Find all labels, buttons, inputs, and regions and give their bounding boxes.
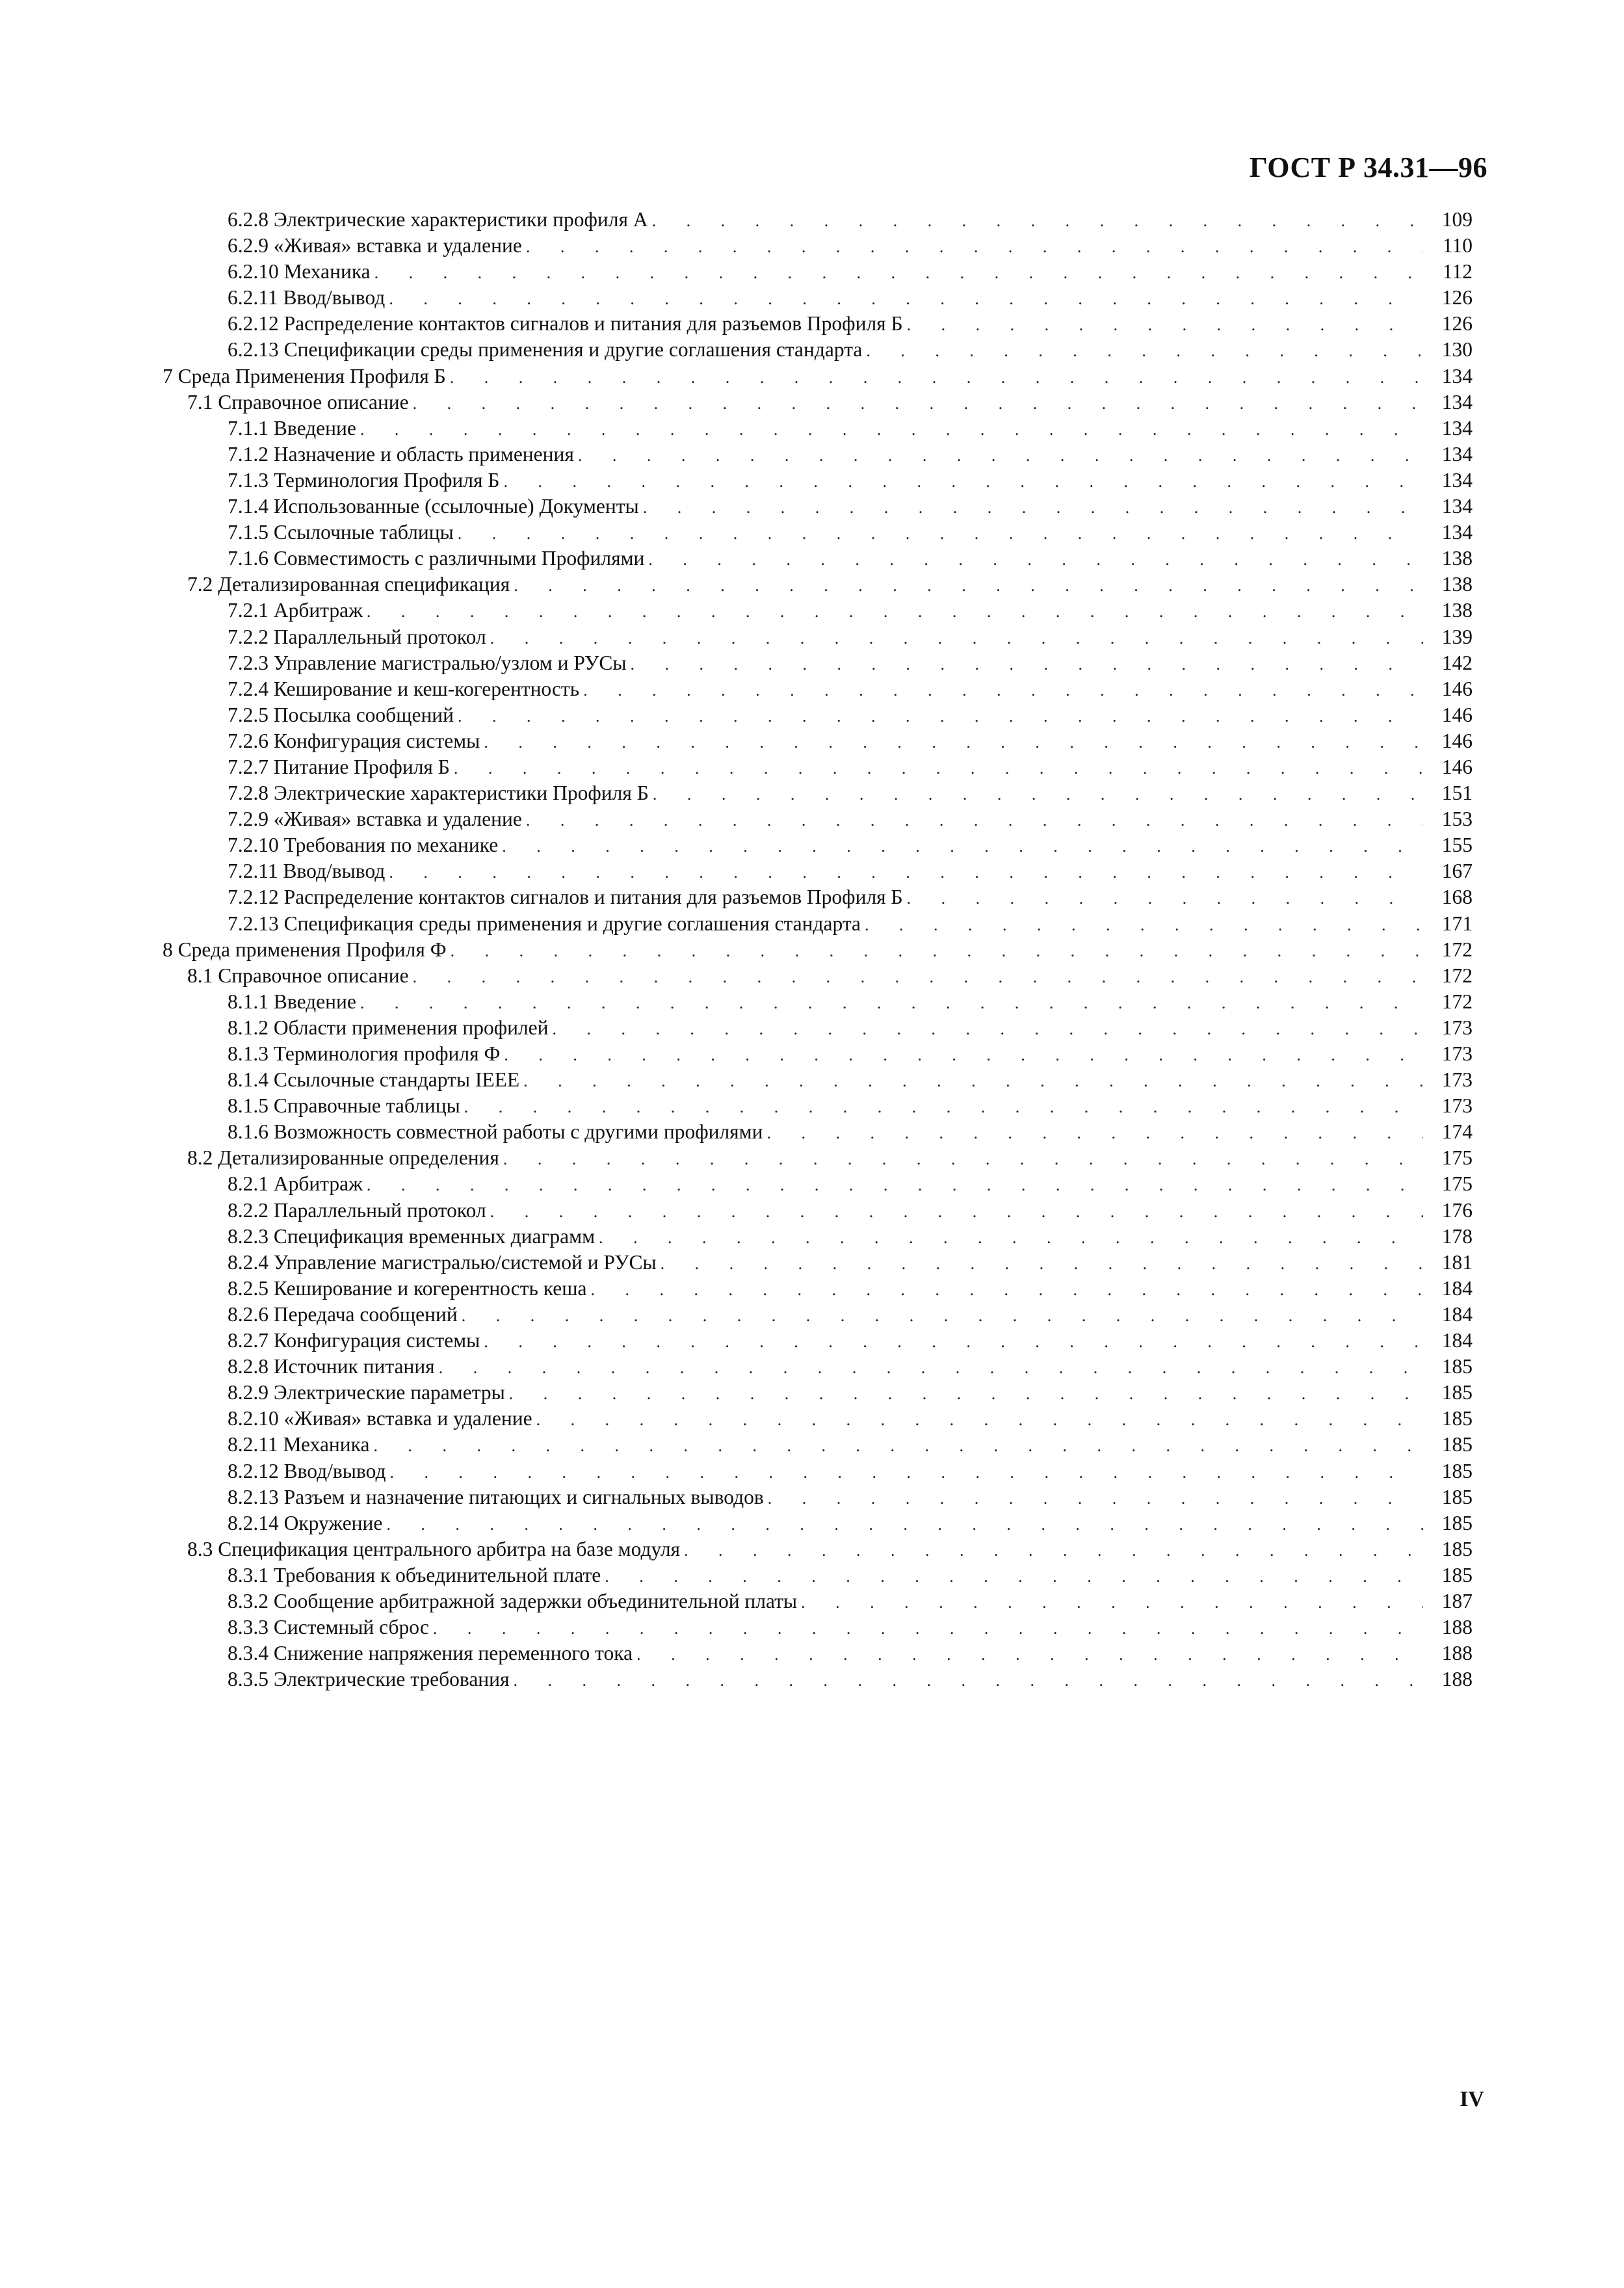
toc-entry[interactable] xyxy=(163,1562,1473,1588)
toc-entry-page: 172 xyxy=(1441,964,1473,987)
toc-entry-page: 126 xyxy=(1441,312,1473,335)
toc-entry-title: 7.2.4 Кеширование и кеш-когерентность xyxy=(228,677,580,700)
toc-entry-page: 185 xyxy=(1441,1485,1473,1508)
toc-entry[interactable] xyxy=(163,467,1473,493)
toc-entry-title: 7.1 Справочное описание xyxy=(187,390,409,414)
dot-leader xyxy=(389,860,1423,886)
dot-leader xyxy=(484,730,1423,756)
toc-entry-page: 175 xyxy=(1441,1146,1473,1170)
toc-entry-page: 146 xyxy=(1441,677,1473,700)
toc-entry-page: 185 xyxy=(1441,1459,1473,1482)
toc-entry-page: 172 xyxy=(1441,990,1473,1013)
toc-entry-page: 134 xyxy=(1441,442,1473,466)
toc-entry-page: 168 xyxy=(1441,886,1473,909)
toc-entry-title: 7.2 Детализированная спецификация xyxy=(187,573,510,596)
dot-leader xyxy=(801,1590,1423,1616)
toc-entry-page: 134 xyxy=(1441,495,1473,518)
dot-leader xyxy=(484,1329,1423,1355)
toc-entry-title: 8.1.6 Возможность совместной работы с другими профилями xyxy=(228,1120,763,1144)
toc-entry[interactable] xyxy=(163,1250,1473,1276)
dot-leader xyxy=(504,1042,1423,1068)
toc-entry-page: 185 xyxy=(1441,1381,1473,1404)
dot-leader xyxy=(360,417,1423,443)
toc-entry-page: 173 xyxy=(1441,1016,1473,1039)
toc-entry[interactable] xyxy=(163,441,1473,467)
toc-entry-page: 126 xyxy=(1441,286,1473,309)
toc-entry-title: 8.2.10 «Живая» вставка и удаление xyxy=(228,1407,532,1430)
toc-entry-title: 8.1.3 Терминология профиля Ф xyxy=(228,1042,501,1065)
dot-leader xyxy=(578,443,1423,469)
toc-entry-title: 7.2.3 Управление магистралью/узлом и РУСы xyxy=(228,651,627,674)
toc-entry-title: 8.1.1 Введение xyxy=(228,990,356,1013)
toc-entry-page: 130 xyxy=(1441,338,1473,362)
dot-leader xyxy=(590,1277,1423,1303)
toc-entry-title: 8.2.13 Разъем и назначение питающих и сигнальных выводов xyxy=(228,1485,764,1508)
dot-leader xyxy=(553,1016,1423,1042)
dot-leader xyxy=(413,391,1423,417)
toc-entry-title: 7.1.4 Использованные (ссылочные) Документы xyxy=(228,495,639,518)
toc-entry[interactable] xyxy=(163,884,1473,910)
toc-entry-page: 110 xyxy=(1442,234,1473,257)
toc-entry-title: 7.1.5 Ссылочные таблицы xyxy=(228,521,454,544)
toc-entry-page: 155 xyxy=(1441,834,1473,857)
toc-entry[interactable] xyxy=(163,363,1473,389)
toc-entry[interactable] xyxy=(163,1015,1473,1041)
dot-leader xyxy=(661,1251,1423,1277)
toc-entry[interactable] xyxy=(163,1224,1473,1250)
page-number: IV xyxy=(1460,2087,1484,2111)
toc-entry-page: 171 xyxy=(1441,912,1473,935)
toc-entry-title: 8.3.1 Требования к объединительной плате xyxy=(228,1563,601,1586)
toc-entry[interactable] xyxy=(163,1302,1473,1328)
toc-entry-page: 185 xyxy=(1441,1407,1473,1430)
dot-leader xyxy=(636,1642,1423,1668)
toc-entry-page: 167 xyxy=(1441,860,1473,883)
toc-entry[interactable] xyxy=(163,963,1473,989)
toc-entry-title: 6.2.9 «Живая» вставка и удаление xyxy=(228,234,522,257)
toc-entry-page: 185 xyxy=(1441,1433,1473,1456)
toc-entry-page: 146 xyxy=(1441,755,1473,778)
toc-entry[interactable] xyxy=(163,1484,1473,1510)
toc-entry-page: 134 xyxy=(1441,468,1473,492)
toc-entry-title: 7.2.1 Арбитраж xyxy=(228,599,363,622)
dot-leader xyxy=(373,1433,1423,1459)
toc-entry-page: 185 xyxy=(1441,1563,1473,1586)
toc-entry[interactable] xyxy=(163,572,1473,598)
dot-leader xyxy=(367,599,1423,625)
toc-entry-title: 7.2.6 Конфигурация системы xyxy=(228,729,480,752)
toc-entry-title: 7.1.6 Совместимость с различными Профилями xyxy=(228,547,645,570)
toc-entry[interactable] xyxy=(163,702,1473,728)
dot-leader xyxy=(605,1564,1423,1590)
toc-entry-page: 178 xyxy=(1441,1224,1473,1248)
dot-leader xyxy=(643,495,1423,521)
toc-entry[interactable] xyxy=(163,1119,1473,1145)
toc-entry[interactable] xyxy=(163,207,1473,233)
toc-entry-title: 7.2.8 Электрические характеристики Профиля Б xyxy=(228,782,649,805)
toc-entry-title: 7.2.5 Посылка сообщений xyxy=(228,703,454,726)
toc-entry[interactable] xyxy=(163,1198,1473,1224)
toc-entry-page: 175 xyxy=(1441,1172,1473,1196)
toc-entry-title: 8.2.4 Управление магистралью/системой и РУСы xyxy=(228,1250,657,1274)
toc-entry-title: 6.2.10 Механика xyxy=(228,260,371,283)
toc-entry[interactable] xyxy=(163,1510,1473,1536)
toc-entry-page: 134 xyxy=(1441,364,1473,388)
toc-entry[interactable] xyxy=(163,780,1473,806)
toc-entry-title: 8.1.2 Области применения профилей xyxy=(228,1016,549,1039)
toc-entry-title: 8.2.12 Ввод/вывод xyxy=(228,1459,386,1482)
dot-leader xyxy=(389,286,1423,312)
toc-entry-page: 188 xyxy=(1441,1642,1473,1665)
toc-entry-page: 138 xyxy=(1441,547,1473,570)
dot-leader xyxy=(648,547,1423,573)
toc-entry-title: 8.3 Спецификация центрального арбитра на базе модуля xyxy=(187,1537,681,1560)
toc-entry-title: 8 Среда применения Профиля Ф xyxy=(163,938,447,961)
toc-entry[interactable] xyxy=(163,1458,1473,1484)
toc-entry-title: 8.2.8 Источник питания xyxy=(228,1355,435,1378)
toc-entry-page: 174 xyxy=(1441,1120,1473,1144)
toc-entry[interactable] xyxy=(163,832,1473,858)
toc-entry-page: 138 xyxy=(1441,599,1473,622)
toc-entry-page: 146 xyxy=(1441,729,1473,752)
toc-entry[interactable] xyxy=(163,1354,1473,1380)
toc-entry-page: 181 xyxy=(1441,1250,1473,1274)
toc-entry-page: 185 xyxy=(1441,1355,1473,1378)
dot-leader xyxy=(450,365,1423,391)
toc-entry-page: 173 xyxy=(1441,1094,1473,1118)
toc-entry[interactable] xyxy=(163,1041,1473,1067)
toc-entry[interactable] xyxy=(163,728,1473,754)
toc-entry[interactable] xyxy=(163,546,1473,572)
toc-entry[interactable] xyxy=(163,415,1473,441)
toc-entry[interactable] xyxy=(163,937,1473,963)
toc-entry-title: 8.2.2 Параллельный протокол xyxy=(228,1198,486,1222)
dot-leader xyxy=(503,1146,1423,1172)
toc-entry-title: 8.1.5 Справочные таблицы xyxy=(228,1094,460,1118)
toc-entry[interactable] xyxy=(163,311,1473,337)
toc-entry-page: 138 xyxy=(1441,573,1473,596)
dot-leader xyxy=(464,1094,1423,1120)
toc-entry-page: 176 xyxy=(1441,1198,1473,1222)
toc-entry-page: 173 xyxy=(1441,1042,1473,1065)
dot-leader xyxy=(502,834,1423,860)
dot-leader xyxy=(536,1407,1423,1433)
toc-entry-title: 8.1 Справочное описание xyxy=(187,964,409,987)
toc-entry-page: 142 xyxy=(1441,651,1473,674)
toc-entry-title: 7.2.7 Питание Профиля Б xyxy=(228,755,450,778)
toc-entry[interactable] xyxy=(163,754,1473,780)
toc-entry-page: 187 xyxy=(1441,1589,1473,1612)
toc-entry[interactable] xyxy=(163,1666,1473,1692)
toc-entry[interactable] xyxy=(163,624,1473,650)
toc-entry-title: 8.2.11 Механика xyxy=(228,1433,370,1456)
dot-leader xyxy=(514,1668,1423,1694)
toc-entry[interactable] xyxy=(163,1276,1473,1302)
toc-entry-title: 8.2.14 Окружение xyxy=(228,1511,383,1534)
dot-leader xyxy=(866,338,1423,364)
toc-entry[interactable] xyxy=(163,1380,1473,1406)
toc-entry[interactable] xyxy=(163,1614,1473,1640)
dot-leader xyxy=(458,703,1423,730)
dot-leader xyxy=(454,756,1423,782)
toc-entry-title: 7.1.2 Назначение и область применения xyxy=(228,442,574,466)
toc-entry-title: 8.2.6 Передача сообщений xyxy=(228,1302,458,1326)
toc-entry-title: 7.2.9 «Живая» вставка и удаление xyxy=(228,808,522,831)
toc-entry[interactable] xyxy=(163,598,1473,624)
toc-entry-title: 8.2.9 Электрические параметры xyxy=(228,1381,505,1404)
toc-entry-title: 8.2.7 Конфигурация системы xyxy=(228,1329,480,1352)
toc-entry-title: 7.2.2 Параллельный протокол xyxy=(228,625,486,648)
toc-entry-page: 134 xyxy=(1441,390,1473,414)
toc-entry-title: 7.2.10 Требования по механике xyxy=(228,834,499,857)
toc-entry-title: 8.2.3 Спецификация временных диаграмм xyxy=(228,1224,596,1248)
toc-entry-page: 184 xyxy=(1441,1302,1473,1326)
toc-entry-page: 184 xyxy=(1441,1276,1473,1300)
toc-entry[interactable] xyxy=(163,233,1473,259)
toc-entry-page: 185 xyxy=(1441,1511,1473,1534)
toc-entry-title: 7.1.3 Терминология Профиля Б xyxy=(228,468,500,492)
toc-entry-title: 8.3.3 Системный сброс xyxy=(228,1616,429,1639)
toc-entry[interactable] xyxy=(163,911,1473,937)
dot-leader xyxy=(439,1355,1423,1381)
toc-entry-page: 109 xyxy=(1441,208,1473,231)
toc-entry-page: 134 xyxy=(1441,416,1473,440)
toc-entry[interactable] xyxy=(163,519,1473,546)
toc-entry-page: 139 xyxy=(1441,625,1473,648)
dot-leader xyxy=(389,1460,1423,1486)
dot-leader xyxy=(768,1486,1423,1512)
toc-entry[interactable] xyxy=(163,493,1473,519)
toc-entry-title: 8.3.2 Сообщение арбитражной задержки объединительной платы xyxy=(228,1589,798,1612)
dot-leader xyxy=(490,1199,1423,1225)
toc-entry[interactable] xyxy=(163,259,1473,285)
dot-leader xyxy=(413,964,1423,990)
toc-entry[interactable] xyxy=(163,389,1473,415)
dot-leader xyxy=(684,1538,1423,1564)
dot-leader xyxy=(526,808,1423,834)
toc-entry-page: 188 xyxy=(1441,1616,1473,1639)
toc-entry-title: 8.3.5 Электрические требования xyxy=(228,1668,510,1691)
toc-entry[interactable] xyxy=(163,1536,1473,1562)
toc-entry[interactable] xyxy=(163,337,1473,363)
toc-entry[interactable] xyxy=(163,858,1473,884)
toc-entry-title: 8.2 Детализированные определения xyxy=(187,1146,499,1170)
toc-entry[interactable] xyxy=(163,650,1473,676)
toc-entry-page: 172 xyxy=(1441,938,1473,961)
document-header: ГОСТ Р 34.31—96 xyxy=(1249,151,1487,183)
dot-leader xyxy=(599,1225,1423,1251)
dot-leader xyxy=(583,677,1423,703)
dot-leader xyxy=(374,260,1423,286)
toc-entry[interactable] xyxy=(163,1067,1473,1093)
toc-entry-title: 8.1.4 Ссылочные стандарты IEEE xyxy=(228,1068,520,1092)
toc-entry-title: 8.3.4 Снижение напряжения переменного тока xyxy=(228,1642,633,1665)
toc-entry[interactable] xyxy=(163,1406,1473,1432)
toc-entry-page: 146 xyxy=(1441,703,1473,726)
toc-entry-page: 112 xyxy=(1442,260,1473,283)
toc-entry-title: 7.1.1 Введение xyxy=(228,416,356,440)
toc-entry-page: 134 xyxy=(1441,521,1473,544)
dot-leader xyxy=(490,625,1423,651)
dot-leader xyxy=(766,1120,1423,1146)
toc-entry[interactable] xyxy=(163,989,1473,1015)
dot-leader xyxy=(367,1172,1423,1198)
toc-entry[interactable] xyxy=(163,806,1473,832)
dot-leader xyxy=(907,886,1423,912)
toc-entry-title: 6.2.11 Ввод/вывод xyxy=(228,286,386,309)
dot-leader xyxy=(360,990,1423,1016)
toc-entry[interactable] xyxy=(163,1328,1473,1354)
dot-leader xyxy=(907,312,1423,338)
dot-leader xyxy=(503,469,1423,495)
dot-leader xyxy=(451,938,1423,964)
toc-entry[interactable] xyxy=(163,1432,1473,1458)
dot-leader xyxy=(458,521,1423,547)
toc-entry[interactable] xyxy=(163,1588,1473,1614)
toc-entry[interactable] xyxy=(163,1145,1473,1171)
dot-leader xyxy=(386,1512,1423,1538)
toc-entry[interactable] xyxy=(163,676,1473,702)
toc-entry[interactable] xyxy=(163,1093,1473,1119)
toc-entry-title: 7 Среда Применения Профиля Б xyxy=(163,364,446,388)
toc-entry-title: 6.2.8 Электрические характеристики профиля А xyxy=(228,208,648,231)
toc-entry-title: 6.2.13 Спецификации среды применения и другие соглашения стандарта xyxy=(228,338,863,362)
toc-entry-page: 151 xyxy=(1441,782,1473,805)
dot-leader xyxy=(514,573,1423,599)
dot-leader xyxy=(653,782,1423,808)
toc-entry-page: 173 xyxy=(1441,1068,1473,1092)
dot-leader xyxy=(631,651,1423,677)
dot-leader xyxy=(462,1303,1423,1329)
dot-leader xyxy=(526,234,1423,260)
toc-entry-title: 7.2.13 Спецификация среды применения и другие соглашения стандарта xyxy=(228,912,861,935)
toc-entry-title: 6.2.12 Распределение контактов сигналов и питания для разъемов Профиля Б xyxy=(228,312,903,335)
toc-entry-title: 7.2.11 Ввод/вывод xyxy=(228,860,386,883)
toc-entry-title: 8.2.1 Арбитраж xyxy=(228,1172,363,1196)
toc-entry-title: 7.2.12 Распределение контактов сигналов и питания для разъемов Профиля Б xyxy=(228,886,903,909)
toc-entry[interactable] xyxy=(163,1171,1473,1197)
toc-entry[interactable] xyxy=(163,1640,1473,1666)
toc-entry[interactable] xyxy=(163,285,1473,311)
dot-leader xyxy=(652,208,1423,234)
toc-entry-page: 153 xyxy=(1441,808,1473,831)
toc-entry-page: 185 xyxy=(1441,1537,1473,1560)
dot-leader xyxy=(433,1616,1423,1642)
toc-entry-title: 8.2.5 Кеширование и когерентность кеша xyxy=(228,1276,587,1300)
dot-leader xyxy=(865,912,1423,938)
dot-leader xyxy=(509,1381,1423,1407)
toc-entry-page: 184 xyxy=(1441,1329,1473,1352)
toc-entry-page: 188 xyxy=(1441,1668,1473,1691)
table-of-contents xyxy=(163,207,1473,1692)
dot-leader xyxy=(523,1068,1423,1094)
